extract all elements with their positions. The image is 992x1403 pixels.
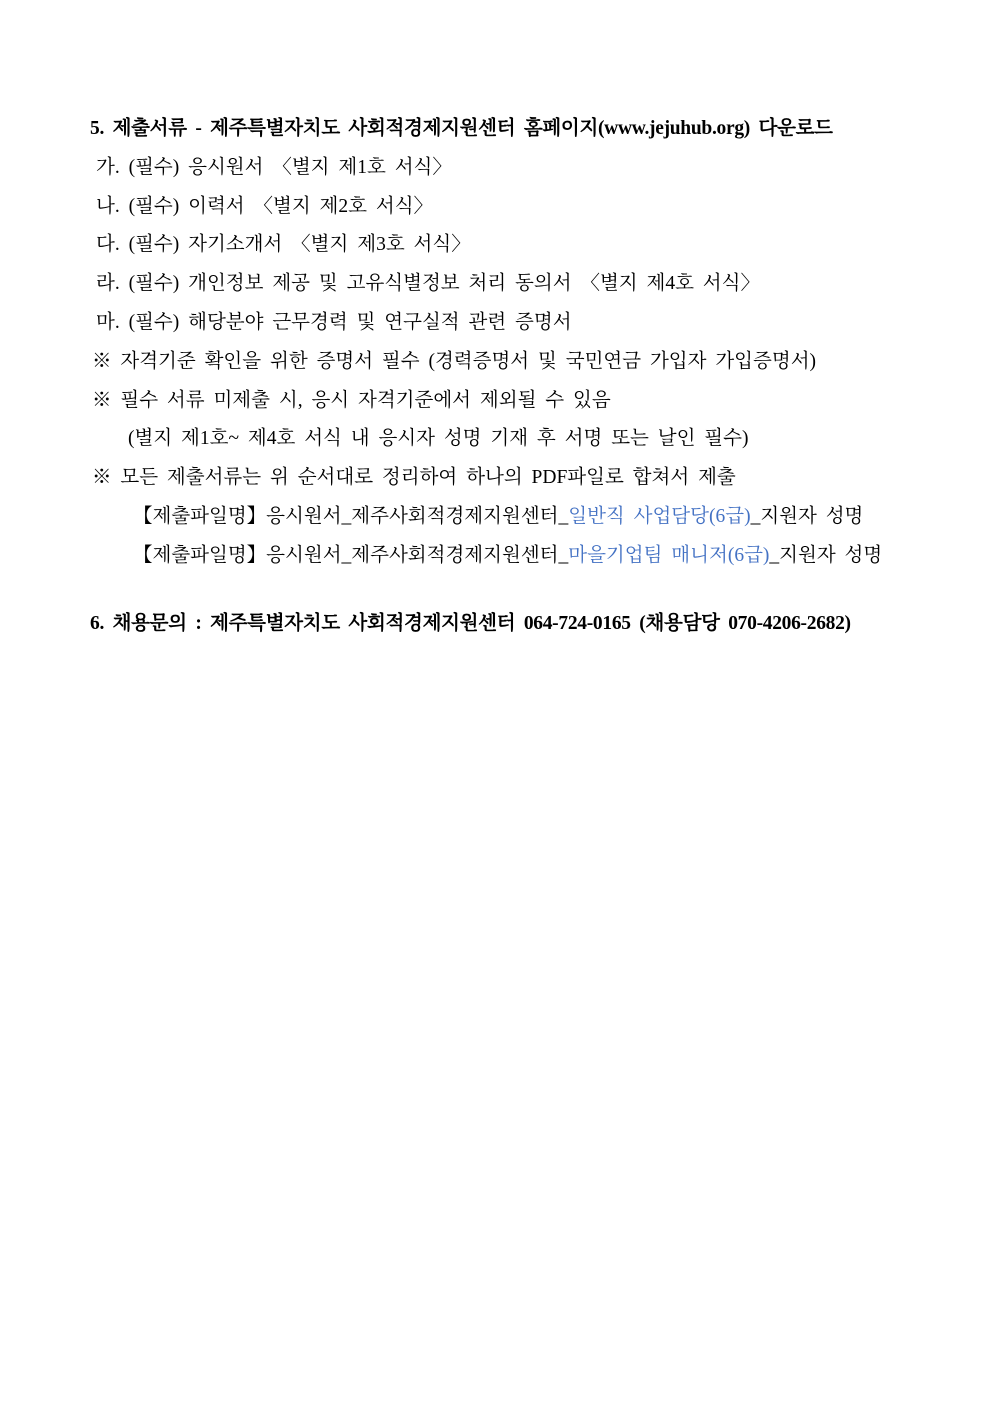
document-content (0, 110, 992, 643)
section5-heading: 5. 제출서류 - 제주특별자치도 사회적경제지원센터 홈페이지(www.jejuhub.org) 다운로드 (90, 118, 833, 139)
section5-note-signature-required: (별지 제1호~ 제4호 서식 내 응시자 성명 기재 후 서명 또는 날인 필수) (128, 428, 749, 450)
filename2-suffix: _지원자 성명 (769, 544, 883, 566)
section5-note-certificates: ※ 자격기준 확인을 위한 증명서 필수 (경력증명서 및 국민연금 가입자 가입증명서) (92, 350, 817, 372)
section5-item-ma: 마. (필수) 해당분야 근무경력 및 연구실적 관련 증명서 (96, 311, 572, 333)
filename2-prefix: 【제출파일명】응시원서_제주사회적경제지원센터_ (133, 544, 569, 566)
section5-note-merge-pdf: ※ 모든 제출서류는 위 순서대로 정리하여 하나의 PDF파일로 합쳐서 제출 (92, 467, 736, 489)
filename1-prefix: 【제출파일명】응시원서_제주사회적경제지원센터_ (133, 505, 569, 527)
section-gap (0, 576, 992, 605)
section5-item-na: 나. (필수) 이력서 〈별지 제2호 서식〉 (96, 195, 434, 217)
section5-item-da: 다. (필수) 자기소개서 〈별지 제3호 서식〉 (96, 234, 471, 256)
filename1-position-highlight: 일반직 사업담당(6급) (568, 505, 751, 527)
section5-item-ra: 라. (필수) 개인정보 제공 및 고유식별정보 처리 동의서 〈별지 제4호 서식〉 (96, 273, 760, 295)
section5-filename-line-2 (0, 537, 992, 576)
section5-note-missing-documents: ※ 필수 서류 미제출 시, 응시 자격기준에서 제외될 수 있음 (92, 389, 611, 411)
section6-heading-contact: 6. 채용문의 : 제주특별자치도 사회적경제지원센터 064-724-0165 (채용담당 070-4206-2682) (90, 612, 851, 634)
section5-filename-line-1 (0, 498, 992, 537)
filename2-position-highlight: 마을기업팀 매니저(6급) (568, 544, 770, 566)
section5-item-ga: 가. (필수) 응시원서 〈별지 제1호 서식〉 (96, 156, 452, 178)
filename1-suffix: _지원자 성명 (750, 505, 864, 527)
